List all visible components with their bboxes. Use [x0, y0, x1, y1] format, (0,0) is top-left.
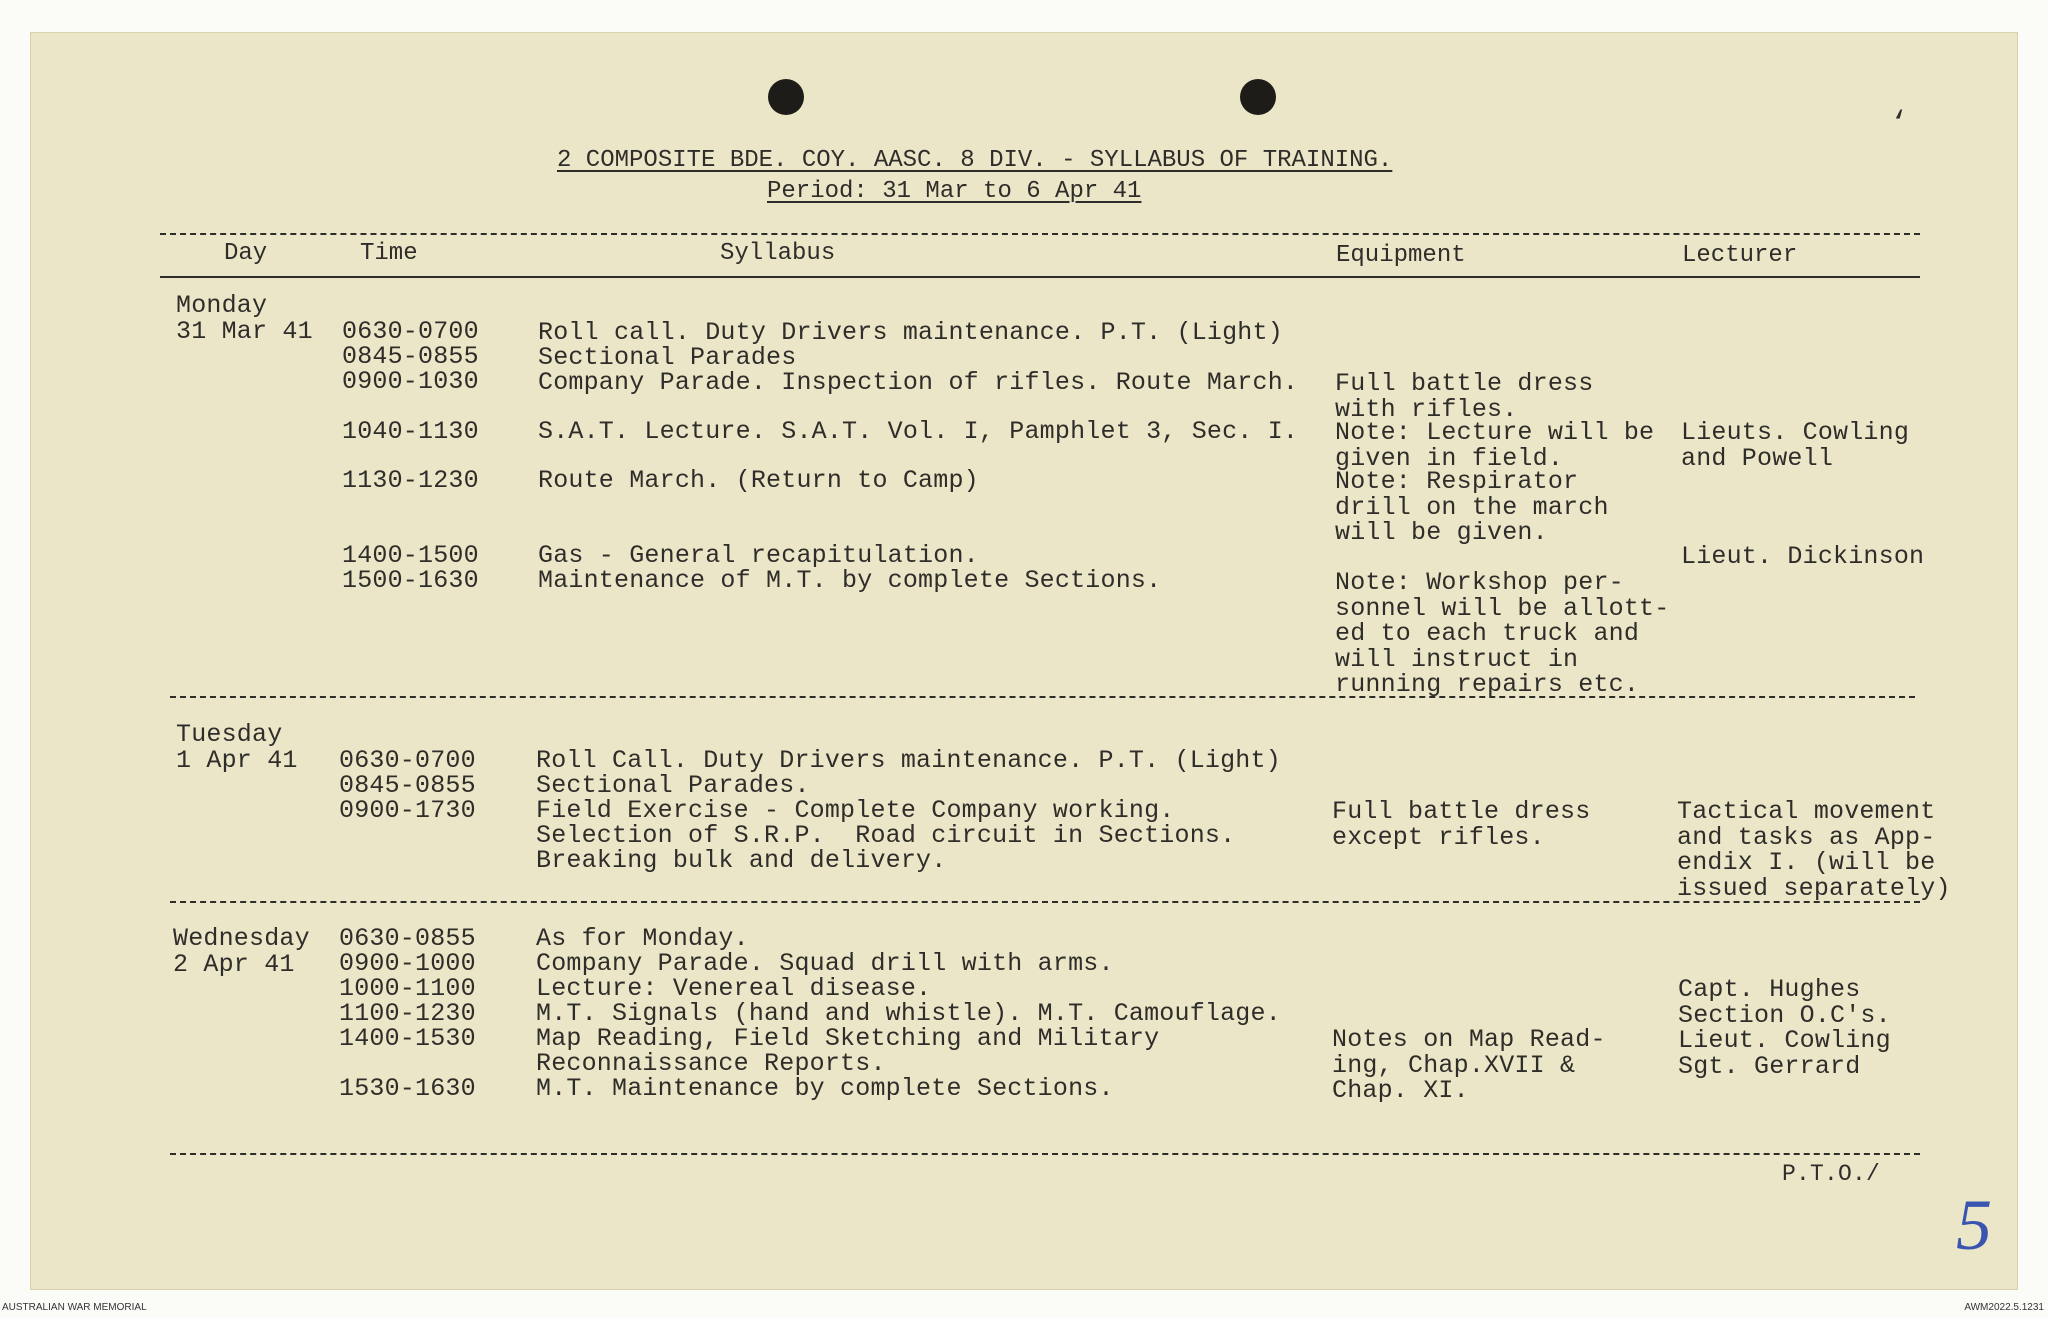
syllabus-entry: Breaking bulk and delivery.	[536, 846, 947, 875]
time-slot: 1040-1130	[342, 417, 479, 446]
lecturer-name: Lieuts. Cowling and Powell	[1681, 418, 1910, 473]
pto-note: P.T.O./	[1782, 1161, 1881, 1187]
syllabus-entry: M.T. Maintenance by complete Sections.	[536, 1074, 1114, 1103]
syllabus-entry: Company Parade. Squad drill with arms.	[536, 949, 1114, 978]
column-header-equipment: Equipment	[1336, 242, 1466, 269]
time-slot: 1530-1630	[339, 1074, 476, 1103]
day-label: Tuesday 1 Apr 41	[176, 720, 298, 775]
syllabus-entry: Sectional Parades.	[536, 771, 810, 800]
time-slot: 0900-1000	[339, 949, 476, 978]
archive-reference: AWM2022.5.1231	[1964, 1302, 2044, 1313]
time-slot: 1000-1100	[339, 974, 476, 1003]
header-top-rule	[160, 233, 1920, 235]
document-page	[30, 32, 2018, 1290]
syllabus-entry: Route March. (Return to Camp)	[538, 466, 979, 495]
syllabus-entry: Roll Call. Duty Drivers maintenance. P.T. (Light)	[536, 746, 1281, 775]
section-divider	[170, 696, 1915, 698]
syllabus-entry: Map Reading, Field Sketching and Military	[536, 1024, 1160, 1053]
time-slot: 0845-0855	[342, 342, 479, 371]
equipment-note: Full battle dress with rifles.	[1335, 369, 1594, 424]
time-slot: 0630-0700	[342, 317, 479, 346]
time-slot: 0900-1030	[342, 367, 479, 396]
time-slot: 0900-1730	[339, 796, 476, 825]
time-slot: 1500-1630	[342, 566, 479, 595]
equipment-note: Note: Respirator drill on the march will be given.	[1335, 467, 1609, 547]
column-header-syllabus: Syllabus	[720, 240, 836, 267]
section-divider	[170, 901, 1920, 903]
equipment-note: Notes on Map Read- ing, Chap.XVII & Chap. XI.	[1332, 1025, 1606, 1105]
equipment-note: Note: Workshop per- sonnel will be allott- ed to each truck and will instruct in running repairs etc.	[1335, 568, 1670, 699]
section-divider	[170, 1153, 1920, 1155]
syllabus-entry: Field Exercise - Complete Company working.	[536, 796, 1175, 825]
syllabus-entry: Maintenance of M.T. by complete Sections.	[538, 566, 1162, 595]
syllabus-entry: M.T. Signals (hand and whistle). M.T. Camouflage.	[536, 999, 1281, 1028]
column-header-lecturer: Lecturer	[1682, 242, 1798, 269]
syllabus-entry: Gas - General recapitulation.	[538, 541, 979, 570]
lecturer-note: Tactical movement and tasks as App- endix I. (will be issued separately)	[1677, 797, 1951, 903]
day-label: Monday 31 Mar 41	[176, 291, 313, 346]
period-subtitle: Period: 31 Mar to 6 Apr 41	[767, 178, 1142, 205]
time-slot: 0630-0700	[339, 746, 476, 775]
syllabus-entry: As for Monday.	[536, 924, 749, 953]
syllabus-entry: Roll call. Duty Drivers maintenance. P.T. (Light)	[538, 318, 1283, 347]
page-title: 2 COMPOSITE BDE. COY. AASC. 8 DIV. - SYLLABUS OF TRAINING.	[557, 147, 1393, 174]
archive-label: AUSTRALIAN WAR MEMORIAL	[2, 1302, 147, 1313]
column-header-day: Day	[224, 240, 268, 267]
handwritten-folio-number: 5	[1956, 1185, 1992, 1265]
syllabus-entry: Company Parade. Inspection of rifles. Route March.	[538, 368, 1299, 397]
corner-mark: ‘	[1890, 107, 1909, 141]
time-slot: 1400-1500	[342, 541, 479, 570]
punch-hole-left	[768, 79, 804, 115]
syllabus-entry: Reconnaissance Reports.	[536, 1049, 886, 1078]
syllabus-entry: Sectional Parades	[538, 343, 797, 372]
column-header-time: Time	[360, 240, 418, 267]
equipment-note: Full battle dress except rifles.	[1332, 797, 1591, 852]
time-slot: 1130-1230	[342, 466, 479, 495]
lecturer-name: Capt. Hughes Section O.C's. Lieut. Cowling Sgt. Gerrard	[1678, 975, 1891, 1081]
lecturer-name: Lieut. Dickinson	[1681, 542, 1925, 571]
syllabus-entry: Lecture: Venereal disease.	[536, 974, 932, 1003]
time-slot: 0630-0855	[339, 924, 476, 953]
syllabus-entry: Selection of S.R.P. Road circuit in Sections.	[536, 821, 1236, 850]
equipment-note: Note: Lecture will be given in field.	[1335, 418, 1655, 473]
day-label: Wednesday 2 Apr 41	[173, 924, 310, 979]
time-slot: 0845-0855	[339, 771, 476, 800]
time-slot: 1400-1530	[339, 1024, 476, 1053]
syllabus-entry: S.A.T. Lecture. S.A.T. Vol. I, Pamphlet 3, Sec. I.	[538, 417, 1299, 446]
time-slot: 1100-1230	[339, 999, 476, 1028]
header-bottom-rule	[160, 276, 1920, 278]
punch-hole-right	[1240, 79, 1276, 115]
